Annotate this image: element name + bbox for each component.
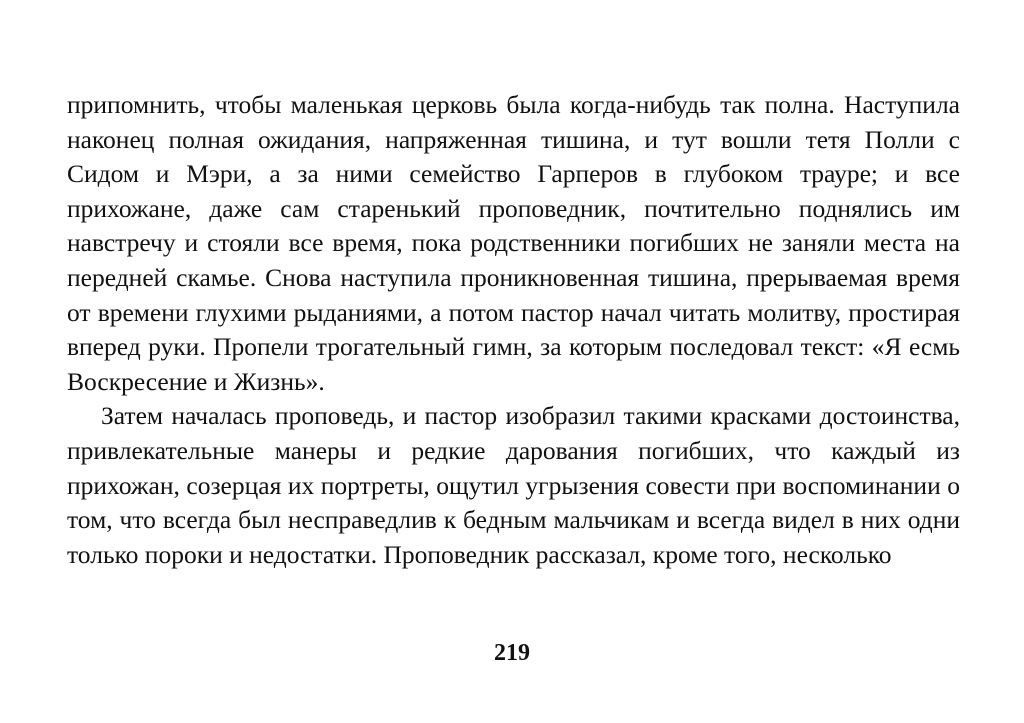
paragraph-2: Затем началась проповедь, и пастор изобразил такими красками достоинства, привлекательные манеры и редкие дарования погибших, что каждый из прихожан, созерцая их портреты, ощутил угрызения совести при воспоминании о том, что всегда был несправедлив к бедным мальчикам и всегда видел в них одни только пороки и недостатки. Проповедник рассказал, кроме того, несколько [67, 401, 960, 569]
page-number: 219 [494, 640, 530, 666]
paragraph-1: припомнить, чтобы маленькая церковь была когда-нибудь так полна. Наступила наконец полная ожидания, напряженная тишина, и тут вошли тетя Полли с Сидом и Мэри, а за ними семейство Гарперов в глубоком трауре; и все прихожане, даже сам старенький проповедник, почтительно поднялись им навстречу и стояли все время, пока родственники погибших не заняли места на передней скамье. Снова наступила проникновенная тишина, прерываемая время от времени глухими рыданиями, а потом пастор начал читать молитву, простирая вперед руки. Пропели трогательный гимн, за которым последовал текст: «Я есмь Воскресение и Жизнь». [67, 90, 960, 396]
page-body [67, 88, 960, 572]
